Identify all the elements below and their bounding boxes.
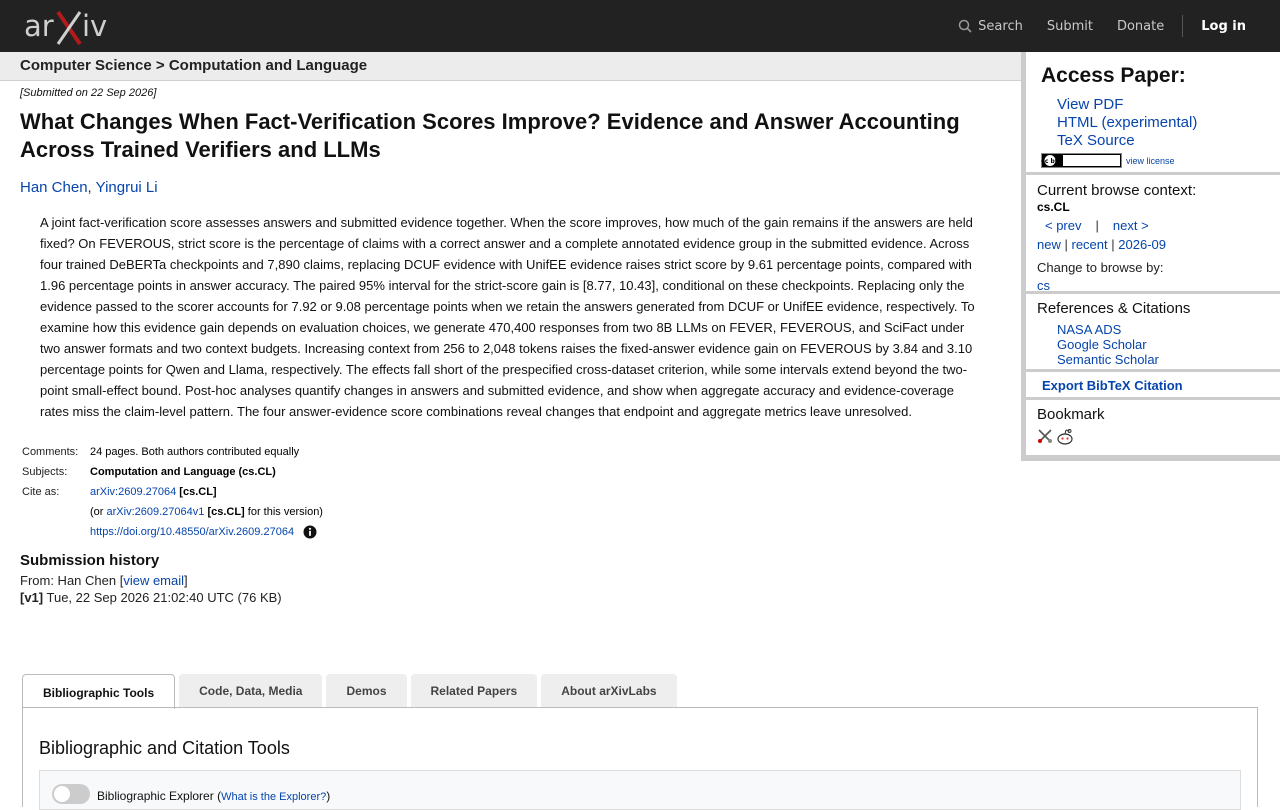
breadcrumb-separator: > xyxy=(155,57,165,74)
top-navigation-bar xyxy=(0,0,1280,52)
author-link[interactable]: Yingrui Li xyxy=(95,179,158,196)
header-nav xyxy=(934,0,1280,52)
svg-text:iv: iv xyxy=(82,9,108,43)
tab-related-papers[interactable]: Related Papers xyxy=(411,674,538,707)
explorer-label: Bibliographic Explorer (What is the Explorer?) xyxy=(97,789,331,803)
submission-from xyxy=(20,573,1020,588)
access-paper-box xyxy=(1026,52,1280,172)
from-suffix: ] xyxy=(184,573,188,589)
google-scholar-link[interactable]: Google Scholar xyxy=(1057,337,1147,352)
change-browse-label: Change to browse by: xyxy=(1037,260,1164,275)
bibsonomy-icon[interactable] xyxy=(1037,428,1053,444)
arxiv-logo[interactable] xyxy=(22,6,114,48)
arxiv-id-link[interactable]: arXiv:2609.27064 xyxy=(90,486,177,498)
search-link[interactable] xyxy=(958,19,1023,34)
explorer-row xyxy=(39,770,1241,810)
cite-category: [cs.CL] xyxy=(179,486,217,498)
bookmark-box xyxy=(1026,400,1280,455)
tex-source-link[interactable]: TeX Source xyxy=(1057,132,1135,149)
prev-link[interactable]: < prev xyxy=(1045,218,1082,233)
browse-list-row xyxy=(1037,237,1280,252)
browse-separator: | xyxy=(1111,237,1115,252)
breadcrumb xyxy=(0,52,1021,81)
html-link[interactable]: HTML (experimental) xyxy=(1057,114,1198,131)
version-number: [v1] xyxy=(20,590,44,606)
browse-cs-link[interactable]: cs xyxy=(1037,278,1050,293)
cc-by-license-icon[interactable] xyxy=(1041,153,1122,168)
references-heading: References & Citations xyxy=(1037,300,1191,317)
comments-label: Comments: xyxy=(22,446,79,458)
version-entry xyxy=(20,590,1020,605)
tab-about-arxivlabs[interactable]: About arXivLabs xyxy=(541,674,676,707)
svg-text:ar: ar xyxy=(24,9,54,43)
version-date: Tue, 22 Sep 2026 21:02:40 UTC (76 KB) xyxy=(46,590,282,606)
from-prefix: From: Han Chen [ xyxy=(20,573,124,589)
cite-version xyxy=(88,502,325,522)
new-link[interactable]: new xyxy=(1037,237,1061,252)
cite-version-prefix: (or xyxy=(90,506,104,518)
recent-link[interactable]: recent xyxy=(1071,237,1108,252)
breadcrumb-parent[interactable]: Computer Science xyxy=(20,57,152,74)
month-link[interactable]: 2026-09 xyxy=(1118,237,1166,252)
view-email-link[interactable]: view email xyxy=(123,573,185,589)
view-license-link[interactable]: view license xyxy=(1126,155,1175,166)
export-bibtex-link[interactable]: Export BibTeX Citation xyxy=(1042,378,1183,393)
browse-separator: | xyxy=(1064,237,1068,252)
cite-version-category: [cs.CL] xyxy=(207,506,245,518)
comments-value: 24 pages. Both authors contributed equally xyxy=(90,446,300,458)
author-link[interactable]: Han Chen xyxy=(20,179,88,196)
submit-link[interactable]: Submit xyxy=(1046,18,1093,34)
reddit-icon[interactable] xyxy=(1056,428,1074,446)
info-icon[interactable] xyxy=(303,525,317,539)
nasa-ads-link[interactable]: NASA ADS xyxy=(1057,322,1122,337)
submission-history-heading: Submission history xyxy=(20,552,160,570)
browse-context-code: cs.CL xyxy=(1037,200,1070,214)
nav-divider xyxy=(1182,15,1183,37)
access-paper-heading: Access Paper: xyxy=(1041,64,1186,87)
submission-date: [Submitted on 22 Sep 2026] xyxy=(20,87,157,99)
cite-version-suffix: for this version) xyxy=(247,506,323,518)
tab-panel-heading: Bibliographic and Citation Tools xyxy=(39,738,290,758)
arxiv-version-link[interactable]: arXiv:2609.27064v1 xyxy=(106,506,205,518)
search-label: Search xyxy=(978,18,1023,34)
browse-context-heading: Current browse context: xyxy=(1037,182,1197,199)
paper-main xyxy=(20,84,1020,605)
tab-code-data-media[interactable]: Code, Data, Media xyxy=(179,674,322,707)
explorer-help-link[interactable]: What is the Explorer? xyxy=(221,791,327,803)
author-list: Han Chen, Yingrui Li xyxy=(20,179,158,196)
view-pdf-link[interactable]: View PDF xyxy=(1057,96,1124,113)
login-link[interactable]: Log in xyxy=(1201,18,1246,34)
cite-label: Cite as: xyxy=(22,486,60,498)
breadcrumb-current[interactable]: Computation and Language xyxy=(168,57,368,74)
prev-next-row xyxy=(1045,218,1280,233)
sidebar xyxy=(1021,52,1280,461)
tab-panel xyxy=(22,707,1258,807)
next-link[interactable]: next > xyxy=(1112,218,1149,233)
metadata-table xyxy=(20,442,325,542)
subjects-value: Computation and Language (cs.CL) xyxy=(90,466,276,478)
prev-next-separator: | xyxy=(1095,218,1099,233)
semantic-scholar-link[interactable]: Semantic Scholar xyxy=(1057,352,1159,367)
tab-bibliographic-tools[interactable]: Bibliographic Tools xyxy=(22,674,175,709)
bookmark-heading: Bookmark xyxy=(1037,406,1105,423)
bibtex-box xyxy=(1026,372,1280,397)
cite-value xyxy=(88,482,325,502)
cc-badge-text: cc by xyxy=(1041,158,1059,165)
bookmark-icons xyxy=(1037,428,1280,446)
browse-context-box xyxy=(1026,175,1280,291)
references-box xyxy=(1026,294,1280,369)
search-icon xyxy=(958,19,972,33)
tab-demos[interactable]: Demos xyxy=(326,674,406,707)
doi-link[interactable]: https://doi.org/10.48550/arXiv.2609.27064 xyxy=(90,526,295,538)
subjects-label: Subjects: xyxy=(22,466,68,478)
license-row xyxy=(1041,153,1280,168)
doi-row xyxy=(88,522,325,542)
explorer-label-text: Bibliographic Explorer xyxy=(97,789,214,803)
explorer-toggle[interactable] xyxy=(52,784,90,804)
labs-tabs xyxy=(22,674,681,709)
donate-link[interactable]: Donate xyxy=(1116,18,1165,34)
abstract: A joint fact-verification score assesses answers and submitted evidence together. When the score improves, how much of the gain remains if the answers are held fixed? On FEVEROUS, strict score is the percentage of claims with a correct answer and a complete annotated evidence group in the submitted evidence. Across four trained DeBERTa checkpoints and 7,890 claims, replacing DCUF evidence with UnifEE evidence raises strict score by 9.61 percentage points, compared with 1.96 percentage points in answer accuracy. The paired 95% interval for the strict-score gain is [8.77, 10.43], conditional on these checkpoints. Replacing only the evidence passed to the scorer accounts for 7.92 or 9.08 percentage points when we retain the answers generated from DCUF or UnifEE evidence, respectively. To examine how this evidence gain depends on evaluation choices, we generate 470,400 responses from two 8B LLMs on FEVER, FEVEROUS, and SciFact under two answer formats and two context budgets. Increasing context from 256 to 2,048 tokens raises the fixed-answer evidence gain on FEVEROUS by 3.84 and 3.10 percentage points for Qwen and Llama, respectively. The effects fall short of the prespecified cross-dataset criterion, while some intervals extend beyond the two-point small-effect bound. Post-hoc analyses quantify changes in answers and submitted evidence, and show when aggregate accuracy and evidence-coverage rates miss the claim-level pattern. The four answer-evidence score combinations reveal changes that endpoint and aggregate metrics leave unresolved. xyxy=(40,215,975,419)
paper-title: What Changes When Fact-Verification Scores Improve? Evidence and Answer Accounting Across Trained Verifiers and LLMs xyxy=(20,109,960,162)
